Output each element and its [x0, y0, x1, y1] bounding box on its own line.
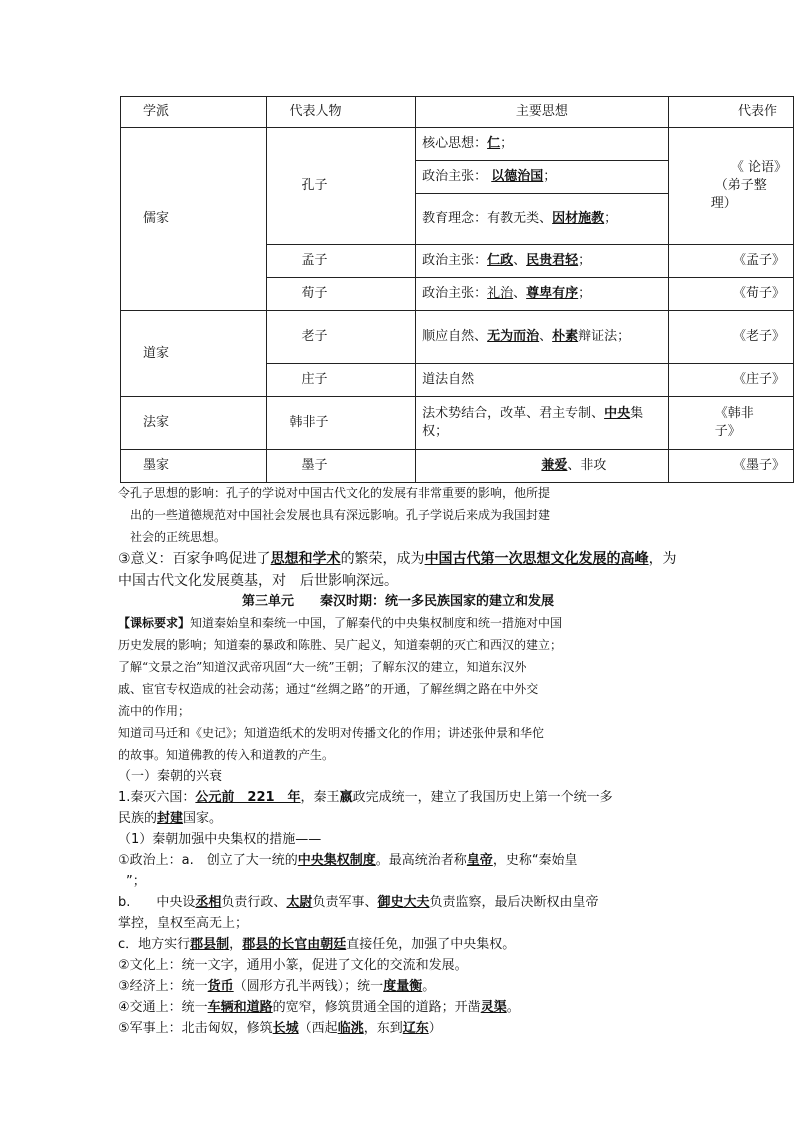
body-text	[118, 482, 678, 1039]
kongzi-edu-end: ；	[604, 211, 618, 226]
econ-post: 。	[422, 979, 436, 994]
person-zhuangzi: 庄子	[267, 364, 416, 397]
note-line: 出的一些道德规范对中国社会发展也具有深远影响。孔子学说后来成为我国封建	[130, 508, 551, 522]
kongzi-politics-label: 政治主张：	[422, 169, 488, 184]
pol-v2: 皇帝	[466, 853, 493, 868]
traffic-mid: 的宽窄，修筑贯通全国的道路；开凿	[272, 1000, 481, 1015]
measures-title: （1）秦朝加强中央集权的措施——	[118, 832, 322, 847]
note-line: 社会的正统思想。	[130, 530, 227, 544]
xunzi-sep: 、	[513, 286, 527, 301]
table-row	[121, 311, 794, 364]
table-row	[121, 450, 794, 483]
p1-l2-post: 国家。	[183, 811, 223, 826]
school-mojia: 墨家	[121, 450, 267, 483]
c-pre: c．地方实行	[118, 937, 191, 952]
traffic-v1: 车辆和道路	[207, 1000, 273, 1015]
mengzi-end: ；	[578, 253, 592, 268]
mil-pre: ⑤军事上：北击匈奴，修筑	[118, 1021, 273, 1036]
qin-unification-line2	[118, 808, 678, 829]
req-line: 历史发展的影响；知道秦的暴政和陈胜、吴广起义，知道秦朝的灭亡和西汉的建立；	[118, 638, 563, 652]
schools-table	[120, 96, 794, 483]
kongzi-core-value: 仁	[487, 136, 501, 151]
b-post: 负责监察，最后决断权由皇帝	[429, 895, 599, 910]
measure-economy	[118, 976, 678, 997]
kongzi-core-end: ；	[500, 136, 514, 151]
table-row	[121, 128, 794, 161]
p1-mid: ，秦王	[300, 790, 340, 805]
xunzi-end: ；	[578, 286, 592, 301]
c-mid: ，	[229, 937, 243, 952]
person-mengzi: 孟子	[267, 245, 416, 278]
kongzi-edu-value: 因材施教	[552, 211, 605, 226]
work-zhuangzi: 《庄子》	[668, 364, 793, 397]
b-mid2: 负责军事、	[312, 895, 378, 910]
header-school: 学派	[121, 97, 267, 128]
sig-post: ，为中国古代文化发展奠基，对 后世影响深远。	[118, 551, 677, 589]
work-xunzi: 《荀子》	[668, 278, 793, 311]
c-v1: 郡县制	[190, 937, 230, 952]
person-kongzi: 孔子	[267, 128, 416, 245]
person-laozi: 老子	[267, 311, 416, 364]
kongzi-politics-value: 以德治国	[491, 169, 544, 184]
req-line: 的故事。知道佛教的传入和道教的产生。	[118, 748, 335, 762]
unit-title: 第三单元 秦汉时期：统一多民族国家的建立和发展	[241, 594, 554, 609]
laozi-sep: 、	[539, 329, 553, 344]
b-v3: 御史大夫	[377, 895, 430, 910]
kongzi-politics	[416, 161, 669, 194]
req-line: 了解“文景之治”知道汉武帝巩固“大一统”王朝；了解东汉的建立，知道东汉外	[118, 660, 527, 674]
econ-v1: 货币	[207, 979, 234, 994]
work-mozi: 《墨子》	[668, 450, 793, 483]
econ-mid: （圆形方孔半两钱）；统一	[233, 979, 384, 994]
p1-l2-pre: 民族的	[118, 811, 158, 826]
fajia-v1: 中央	[604, 406, 631, 421]
sig-pre: ③意义：百家争鸣促进了	[118, 551, 271, 567]
pol-pre: ①政治上：a. 创立了大一统的	[118, 853, 298, 868]
b-pre: b. 中央设	[118, 895, 196, 910]
person-xunzi: 荀子	[267, 278, 416, 311]
header-works: 代表作	[668, 97, 793, 128]
fajia-ideas	[416, 397, 669, 450]
sig-v2: 中国古代第一次思想文化发展的高峰	[424, 551, 649, 567]
work-hanfeizi-b: 子》	[714, 424, 741, 439]
xunzi-politics	[416, 278, 669, 311]
measure-politics	[118, 850, 678, 871]
mil-v1: 长城	[272, 1021, 299, 1036]
mojia-post: 、非攻	[567, 458, 607, 473]
school-fajia: 法家	[121, 397, 267, 450]
b-line2: 掌控，皇权至高无上；	[118, 916, 249, 931]
econ-pre: ③经济上：统一	[118, 979, 208, 994]
xunzi-label: 政治主张：	[422, 286, 488, 301]
req-line: 流中的作用；	[118, 704, 191, 718]
zhuangzi-idea: 道法自然	[416, 364, 669, 397]
table-header-row	[121, 97, 794, 128]
note-line: 令孔子思想的影响：孔子的学说对中国古代文化的发展有非常重要的影响，他所提	[118, 486, 551, 500]
measure-central	[118, 892, 678, 913]
xunzi-v1: 礼治	[487, 286, 514, 301]
work-laozi: 《老子》	[668, 311, 793, 364]
xunzi-v2: 尊卑有序	[526, 286, 579, 301]
laozi-ideas	[416, 311, 669, 364]
p1-v2: 嬴	[339, 790, 353, 805]
laozi-post: 辩证法；	[578, 329, 631, 344]
laozi-pre: 顺应自然、	[422, 329, 488, 344]
qin-section	[118, 766, 678, 1039]
measure-traffic	[118, 997, 678, 1018]
sig-mid: 的繁荣，成为	[340, 551, 425, 567]
header-ideas: 主要思想	[416, 97, 669, 128]
confucius-influence-note	[118, 482, 678, 548]
mil-v3: 辽东	[402, 1021, 429, 1036]
measure-culture: ②文化上：统一文字，通用小篆，促进了文化的交流和发展。	[118, 958, 468, 973]
mengzi-politics	[416, 245, 669, 278]
traffic-v2: 灵渠	[480, 1000, 507, 1015]
person-hanfeizi: 韩非子	[267, 397, 416, 450]
p1-v3: 封建	[157, 811, 184, 826]
laozi-v2: 朴素	[552, 329, 579, 344]
pol-mid: 。最高统治者称	[375, 853, 467, 868]
significance-paragraph	[118, 548, 678, 592]
req-line: 戚、宦官专权造成的社会动荡；通过“丝绸之路”的开通，了解丝绸之路在中外交	[118, 682, 539, 696]
mengzi-label: 政治主张：	[422, 253, 488, 268]
school-rujia: 儒家	[121, 128, 267, 311]
kongzi-edu-label: 教育理念：有教无类、	[422, 211, 553, 226]
kongzi-education	[416, 194, 669, 245]
school-daojia: 道家	[121, 311, 267, 397]
work-mengzi: 《孟子》	[668, 245, 793, 278]
qin-unification	[118, 787, 678, 808]
work-lunyu-title: 《 论语》	[730, 160, 787, 175]
laozi-v1: 无为而治	[487, 329, 540, 344]
measure-local	[118, 934, 678, 955]
person-mozi: 墨子	[267, 450, 416, 483]
mengzi-v1: 仁政	[487, 253, 514, 268]
work-hanfeizi	[668, 397, 793, 450]
req-line: 知道秦始皇和秦统一中国，了解秦代的中央集权制度和统一措施对中国	[190, 616, 563, 630]
kongzi-core	[416, 128, 669, 161]
c-v2: 郡县的长官由朝廷	[242, 937, 347, 952]
curriculum-requirements	[118, 612, 678, 766]
mengzi-v2: 民贵君轻	[526, 253, 579, 268]
kongzi-core-label: 核心思想：	[422, 136, 488, 151]
b-v2: 太尉	[286, 895, 313, 910]
table-row	[121, 397, 794, 450]
work-lunyu	[668, 128, 793, 245]
fajia-post: 集权；	[422, 406, 644, 439]
measure-military	[118, 1018, 678, 1039]
mil-mid2: ，东到	[363, 1021, 403, 1036]
traffic-post: 。	[506, 1000, 520, 1015]
c-post: 直接任免，加强了中央集权。	[346, 937, 516, 952]
traffic-pre: ④交通上：统一	[118, 1000, 208, 1015]
section-title: （一）秦朝的兴衰	[118, 769, 223, 784]
req-label: 【课标要求】	[118, 616, 191, 630]
pol-v1: 中央集权制度	[297, 853, 376, 868]
work-lunyu-note1: （弟子整	[714, 178, 767, 193]
pol-post: ，史称“秦始皇	[492, 853, 578, 868]
b-v1: 丞相	[195, 895, 222, 910]
kongzi-politics-end: ；	[543, 169, 557, 184]
mojia-v1: 兼爱	[541, 458, 568, 473]
p1-post: 政完成统一，建立了我国历史上第一个统一多	[352, 790, 613, 805]
mil-v2: 临洮	[337, 1021, 364, 1036]
pol-line2: ”；	[126, 874, 146, 889]
req-line: 知道司马迁和《史记》；知道造纸术的发明对传播文化的作用；讲述张仲景和华佗	[118, 726, 545, 740]
econ-v2: 度量衡	[383, 979, 423, 994]
b-mid1: 负责行政、	[221, 895, 287, 910]
work-hanfeizi-a: 《韩非	[714, 406, 754, 421]
work-lunyu-note2: 理）	[710, 196, 737, 211]
p1-v1: 公元前 221 年	[195, 790, 301, 805]
mil-post: ）	[428, 1021, 442, 1036]
fajia-pre: 法术势结合，改革、君主专制、	[422, 406, 605, 421]
header-person: 代表人物	[267, 97, 416, 128]
p1-pre: 1.秦灭六国：	[118, 790, 196, 805]
sig-v1: 思想和学术	[270, 551, 341, 567]
mojia-ideas	[416, 450, 669, 483]
mil-mid: （西起	[298, 1021, 338, 1036]
mengzi-sep: 、	[513, 253, 527, 268]
